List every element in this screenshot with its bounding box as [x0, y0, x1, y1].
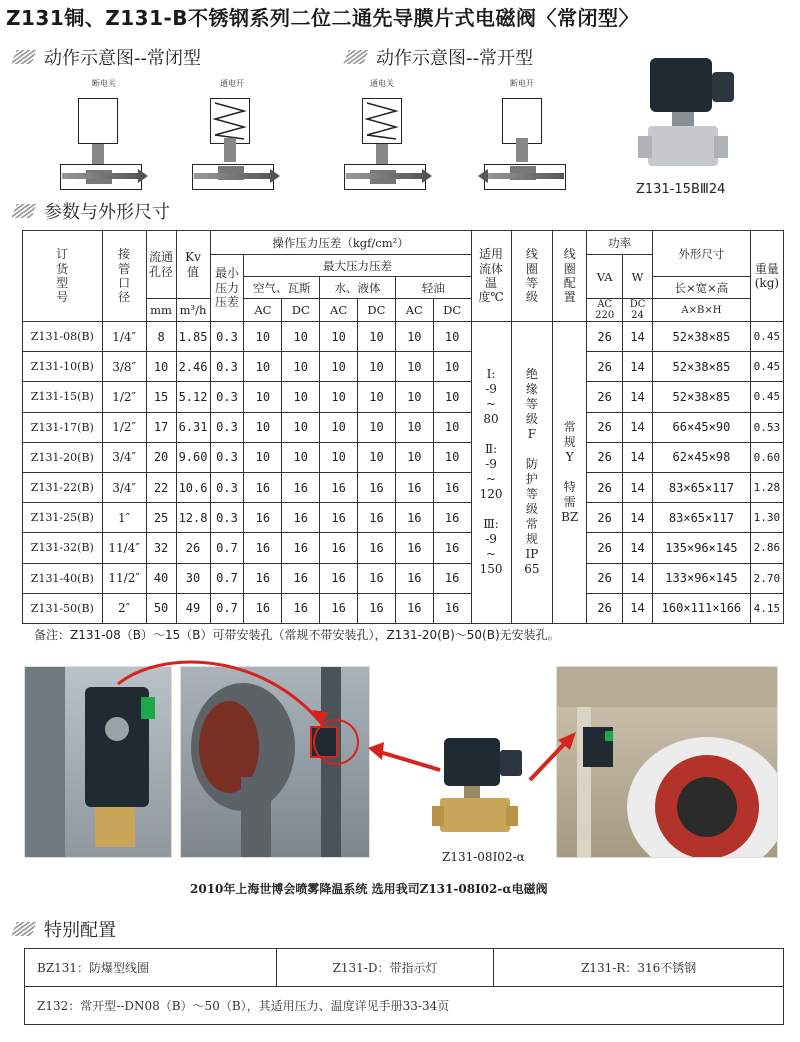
cell: 12.8	[176, 503, 210, 533]
cell: 26	[587, 352, 623, 382]
cell: 62×45×98	[652, 442, 750, 472]
cell: 16	[358, 472, 396, 502]
cell: 10	[395, 412, 433, 442]
cell: 26	[587, 563, 623, 593]
cell: 22	[146, 472, 176, 502]
cell: 10	[433, 382, 471, 412]
cell: 5.12	[176, 382, 210, 412]
cell: 10	[244, 442, 282, 472]
cell: 0.3	[210, 322, 244, 352]
cell: 26	[587, 503, 623, 533]
th-temp: 适用流体温度℃	[471, 231, 511, 322]
cell: 16	[244, 472, 282, 502]
cell: 14	[623, 472, 653, 502]
cell: 3/8″	[102, 352, 146, 382]
cell: 25	[146, 503, 176, 533]
special-bz131: BZ131：防爆型线圈	[25, 949, 277, 987]
cell: Z131-50(B)	[23, 593, 103, 623]
cell: 14	[623, 503, 653, 533]
table-row	[23, 563, 784, 593]
label-power-on-open: 通电开	[220, 79, 244, 88]
temp-cell: Ⅰ: -9 ~ 80 Ⅱ: -9 ~ 120 Ⅲ: -9 ~ 150	[471, 322, 511, 624]
table-row	[23, 322, 784, 352]
valve-diagram-nc-on	[188, 92, 278, 202]
cell: 10	[433, 412, 471, 442]
cell: 10	[282, 382, 320, 412]
cell: 16	[358, 563, 396, 593]
cell: 2″	[102, 593, 146, 623]
cell: 10	[433, 322, 471, 352]
th-dims: 外形尺寸	[652, 231, 750, 277]
cell: 2.86	[750, 533, 783, 563]
label-power-on-close: 通电关	[370, 79, 394, 88]
cell: Z131-32(B)	[23, 533, 103, 563]
cell: 50	[146, 593, 176, 623]
cell: 10	[146, 352, 176, 382]
cell: 6.31	[176, 412, 210, 442]
cell: 0.3	[210, 382, 244, 412]
section-params-header	[14, 198, 170, 224]
th-dc24: DC 24	[623, 299, 653, 322]
th-ac: AC	[244, 299, 282, 322]
cell: Z131-15(B)	[23, 382, 103, 412]
th-flow-unit: mm	[146, 299, 176, 322]
coil-cell: 绝 缘 等 级 F 防 护 等 级 常 规 IP 65	[511, 322, 553, 624]
th-w: W	[623, 255, 653, 299]
cell: 10	[433, 352, 471, 382]
valve-diagram-nc-off	[56, 92, 146, 202]
cell: 2.70	[750, 563, 783, 593]
cell: 0.3	[210, 503, 244, 533]
table-row	[23, 503, 784, 533]
cfg-cell: 常 规 Y 特 需 BZ	[553, 322, 587, 624]
cell: 16	[282, 593, 320, 623]
table-row	[23, 472, 784, 502]
slash-icon	[11, 922, 36, 936]
cell: 20	[146, 442, 176, 472]
cell: 32	[146, 533, 176, 563]
cell: 26	[587, 533, 623, 563]
special-config-table	[24, 948, 784, 1025]
special-title: 特别配置	[44, 920, 116, 941]
cell: 10	[244, 352, 282, 382]
th-min-pressure: 最小压力压差	[210, 255, 244, 322]
cell: 10	[320, 352, 358, 382]
th-flow: 流通孔径	[146, 231, 176, 299]
cell: 160×111×166	[652, 593, 750, 623]
cell: 10	[358, 352, 396, 382]
cell: 83×65×117	[652, 503, 750, 533]
cell: 26	[587, 593, 623, 623]
cell: 0.45	[750, 352, 783, 382]
cell: 10	[395, 442, 433, 472]
slash-icon	[11, 50, 36, 64]
cell: 49	[176, 593, 210, 623]
section-special-header	[14, 916, 116, 942]
special-z132: Z132：常开型--DN08（B）～50（B），其适用压力、温度详见手册33-34页	[25, 987, 784, 1025]
cell: 9.60	[176, 442, 210, 472]
th-dc: DC	[358, 299, 396, 322]
cell: 16	[282, 472, 320, 502]
cell: 10	[358, 442, 396, 472]
cell: 16	[320, 533, 358, 563]
th-water: 水、液体	[320, 277, 396, 299]
cell: 0.3	[210, 352, 244, 382]
th-va: VA	[587, 255, 623, 299]
cell: 1″	[102, 503, 146, 533]
th-op-pressure: 操作压力压差（kgf/cm²）	[210, 231, 471, 255]
cell: 4.15	[750, 593, 783, 623]
cell: 0.7	[210, 563, 244, 593]
cell: 16	[433, 533, 471, 563]
table-row	[23, 593, 784, 623]
th-dc: DC	[282, 299, 320, 322]
table-note: 备注：Z131-08（B）～15（B）可带安装孔（常规不带安装孔），Z131-20(B)～50(B)无安装孔。	[34, 628, 560, 642]
cell: Z131-40(B)	[23, 563, 103, 593]
table-row	[23, 533, 784, 563]
cell: 0.60	[750, 442, 783, 472]
section-no-header	[346, 44, 533, 70]
cell: 0.3	[210, 412, 244, 442]
th-air: 空气、瓦斯	[244, 277, 320, 299]
cell: 83×65×117	[652, 472, 750, 502]
annotation-arrows	[0, 640, 800, 840]
cell: 16	[433, 563, 471, 593]
cell: 1.30	[750, 503, 783, 533]
label-power-off-open: 断电开	[510, 79, 534, 88]
cell: 16	[282, 503, 320, 533]
product-label-top: Z131-15BⅢ24	[636, 182, 726, 197]
cell: 3/4″	[102, 472, 146, 502]
cell: 16	[320, 503, 358, 533]
slash-icon	[343, 50, 368, 64]
photo-caption: 2010年上海世博会喷雾降温系统 选用我司Z131-08Ⅰ02-α电磁阀	[190, 882, 548, 896]
cell: 1/4″	[102, 322, 146, 352]
no-title: 动作示意图--常开型	[376, 48, 533, 69]
th-port: 接管口径	[102, 231, 146, 322]
special-z131-d: Z131-D：带指示灯	[276, 949, 494, 987]
th-ac: AC	[395, 299, 433, 322]
cell: 16	[244, 503, 282, 533]
cell: 16	[433, 593, 471, 623]
cell: 26	[176, 533, 210, 563]
cell: 1.85	[176, 322, 210, 352]
cell: 10.6	[176, 472, 210, 502]
cell: 16	[395, 563, 433, 593]
cell: 0.7	[210, 533, 244, 563]
cell: 10	[358, 382, 396, 412]
cell: 10	[358, 322, 396, 352]
th-max-pressure: 最大压力压差	[244, 255, 471, 277]
cell: 10	[282, 322, 320, 352]
cell: 26	[587, 322, 623, 352]
th-kv-unit: m³/h	[176, 299, 210, 322]
th-dims-sub2: A×B×H	[652, 299, 750, 322]
section-nc-header	[14, 44, 201, 70]
product-photo-top	[628, 52, 748, 172]
th-coil-cfg: 线圈配置	[553, 231, 587, 322]
cell: 14	[623, 352, 653, 382]
valve-diagram-no-off	[480, 92, 570, 202]
cell: 26	[587, 412, 623, 442]
cell: 16	[433, 472, 471, 502]
cell: 14	[623, 593, 653, 623]
cell: 10	[320, 412, 358, 442]
cell: 16	[358, 503, 396, 533]
cell: 14	[623, 533, 653, 563]
cell: 15	[146, 382, 176, 412]
cell: 16	[244, 563, 282, 593]
cell: 0.3	[210, 472, 244, 502]
slash-icon	[11, 204, 36, 218]
cell: Z131-10(B)	[23, 352, 103, 382]
th-order: 订货型号	[23, 231, 103, 322]
cell: 16	[320, 563, 358, 593]
cell: 16	[395, 593, 433, 623]
cell: 11/4″	[102, 533, 146, 563]
cell: 16	[244, 533, 282, 563]
cell: 16	[358, 533, 396, 563]
cell: 10	[395, 352, 433, 382]
th-kv: Kv值	[176, 231, 210, 299]
cell: 10	[395, 382, 433, 412]
cell: 16	[282, 563, 320, 593]
cell: 0.53	[750, 412, 783, 442]
cell: 1/2″	[102, 412, 146, 442]
cell: 17	[146, 412, 176, 442]
page-title: Z131铜、Z131-B不锈钢系列二位二通先导膜片式电磁阀〈常闭型〉	[6, 6, 640, 30]
cell: 1/2″	[102, 382, 146, 412]
cell: 10	[320, 382, 358, 412]
th-dc: DC	[433, 299, 471, 322]
cell: 10	[395, 322, 433, 352]
th-coil: 线圈等级	[511, 231, 553, 322]
params-title: 参数与外形尺寸	[44, 202, 170, 223]
cell: 52×38×85	[652, 382, 750, 412]
cell: 3/4″	[102, 442, 146, 472]
cell: 135×96×145	[652, 533, 750, 563]
cell: 2.46	[176, 352, 210, 382]
th-weight: 重量(kg)	[750, 231, 783, 322]
cell: Z131-20(B)	[23, 442, 103, 472]
cell: 0.45	[750, 322, 783, 352]
cell: 10	[244, 382, 282, 412]
cell: 0.45	[750, 382, 783, 412]
table-row	[23, 382, 784, 412]
cell: 8	[146, 322, 176, 352]
cell: 14	[623, 563, 653, 593]
cell: 10	[358, 412, 396, 442]
cell: 133×96×145	[652, 563, 750, 593]
cell: 16	[395, 503, 433, 533]
cell: 66×45×90	[652, 412, 750, 442]
cell: 16	[244, 593, 282, 623]
cell: 26	[587, 382, 623, 412]
cell: 16	[320, 472, 358, 502]
cell: 16	[433, 503, 471, 533]
cell: 16	[358, 593, 396, 623]
th-dims-sub: 长×宽×高	[652, 277, 750, 299]
cell: 0.7	[210, 593, 244, 623]
cell: 0.3	[210, 442, 244, 472]
cell: 52×38×85	[652, 322, 750, 352]
table-row	[23, 442, 784, 472]
cell: 14	[623, 442, 653, 472]
cell: 14	[623, 322, 653, 352]
cell: 10	[244, 412, 282, 442]
cell: Z131-22(B)	[23, 472, 103, 502]
cell: 30	[176, 563, 210, 593]
cell: 10	[282, 442, 320, 472]
cell: 16	[320, 593, 358, 623]
cell: Z131-25(B)	[23, 503, 103, 533]
cell: 40	[146, 563, 176, 593]
th-oil: 轻油	[395, 277, 471, 299]
cell: 10	[244, 322, 282, 352]
cell: 26	[587, 442, 623, 472]
spec-table	[22, 230, 784, 624]
cell: 10	[433, 442, 471, 472]
cell: 16	[282, 533, 320, 563]
cell: 14	[623, 382, 653, 412]
cell: 10	[282, 352, 320, 382]
special-z131-r: Z131-R：316不锈钢	[494, 949, 784, 987]
cell: 10	[320, 442, 358, 472]
th-ac: AC	[320, 299, 358, 322]
cell: 52×38×85	[652, 352, 750, 382]
th-ac220: AC 220	[587, 299, 623, 322]
cell: 10	[282, 412, 320, 442]
cell: 10	[320, 322, 358, 352]
photo-valve-label: Z131-08Ⅰ02-α	[442, 850, 525, 864]
cell: 1.28	[750, 472, 783, 502]
cell: Z131-08(B)	[23, 322, 103, 352]
table-row	[23, 412, 784, 442]
cell: 16	[395, 533, 433, 563]
cell: 16	[395, 472, 433, 502]
cell: 26	[587, 472, 623, 502]
nc-title: 动作示意图--常闭型	[44, 48, 201, 69]
cell: 14	[623, 412, 653, 442]
th-power: 功率	[587, 231, 653, 255]
label-power-off-close: 断电关	[92, 79, 116, 88]
cell: Z131-17(B)	[23, 412, 103, 442]
valve-diagram-no-on	[340, 92, 430, 202]
table-row	[23, 352, 784, 382]
cell: 11/2″	[102, 563, 146, 593]
